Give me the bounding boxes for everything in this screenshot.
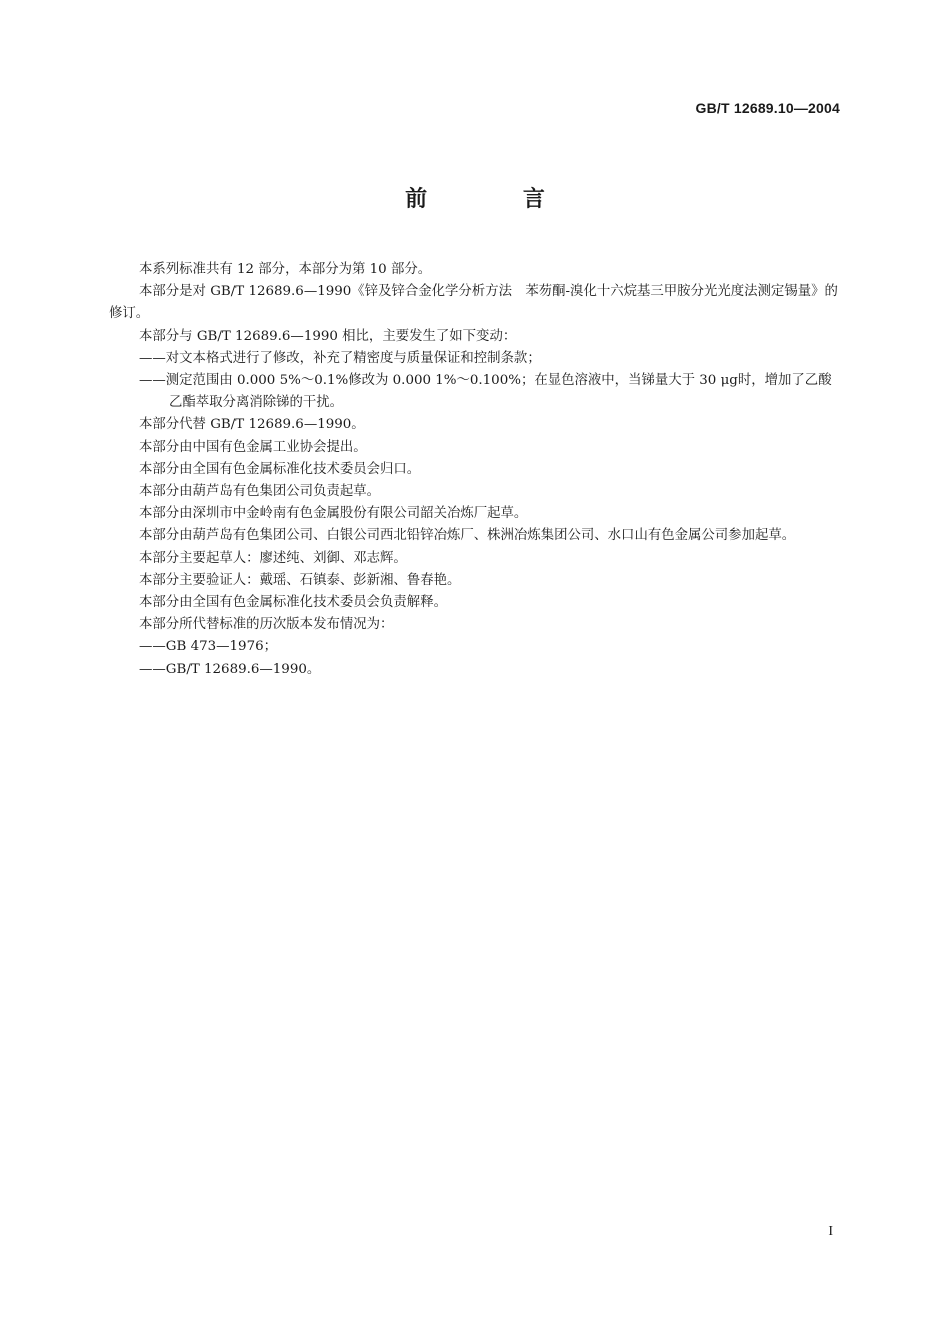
list-item-range-change: ——测定范围由 0.000 5%～0.1%修改为 0.000 1%～0.100%；在显色溶液中，当锑量大于 30 μg时，增加了乙酸乙酯萃取分离消除锑的干扰。 <box>139 373 832 411</box>
paragraph-proposed-by: 本部分由中国有色金属工业协会提出。 <box>139 439 367 455</box>
paragraph-series-count: 本系列标准共有 12 部分，本部分为第 10 部分。 <box>139 262 432 277</box>
paragraph-participants: 本部分由葫芦岛有色集团公司、白银公司西北铅锌冶炼厂、株洲冶炼集团公司、水口山有色金属公司参加起草。 <box>139 528 796 544</box>
list-item-history-1990: ——GB/T 12689.6—1990。 <box>139 661 321 677</box>
foreword-body <box>109 259 842 681</box>
paragraph-drafted-by: 本部分由深圳市中金岭南有色金属股份有限公司韶关冶炼厂起草。 <box>139 506 528 522</box>
paragraph-replaces: 本部分代替 GB/T 12689.6—1990。 <box>139 417 365 433</box>
list-item-history-1976: ——GB 473—1976； <box>139 639 277 655</box>
paragraph-main-drafters: 本部分主要起草人：廖述纯、刘御、邓志辉。 <box>139 550 407 566</box>
list-item-format-change: ——对文本格式进行了修改，补充了精密度与质量保证和控制条款； <box>139 350 541 366</box>
paragraph-main-verifiers: 本部分主要验证人：戴瑶、石镇泰、彭新湘、鲁春艳。 <box>139 572 461 588</box>
paragraph-interpretation: 本部分由全国有色金属标准化技术委员会负责解释。 <box>139 595 447 611</box>
paragraph-revision-of: 本部分是对 GB/T 12689.6—1990《锌及锌合金化学分析方法 苯芴酮-溴化十六烷基三甲胺分光光度法测定锡量》的修订。 <box>109 284 838 322</box>
standard-code: GB/T 12689.10—2004 <box>695 100 840 116</box>
paragraph-history-intro: 本部分所代替标准的历次版本发布情况为： <box>139 617 394 633</box>
paragraph-changes-intro: 本部分与 GB/T 12689.6—1990 相比，主要发生了如下变动： <box>139 328 517 344</box>
paragraph-under-jurisdiction: 本部分由全国有色金属标准化技术委员会归口。 <box>139 461 421 477</box>
page-title: 前 言 <box>405 187 589 212</box>
page-number: I <box>828 1224 833 1239</box>
paragraph-responsible-drafter: 本部分由葫芦岛有色集团公司负责起草。 <box>139 484 381 500</box>
